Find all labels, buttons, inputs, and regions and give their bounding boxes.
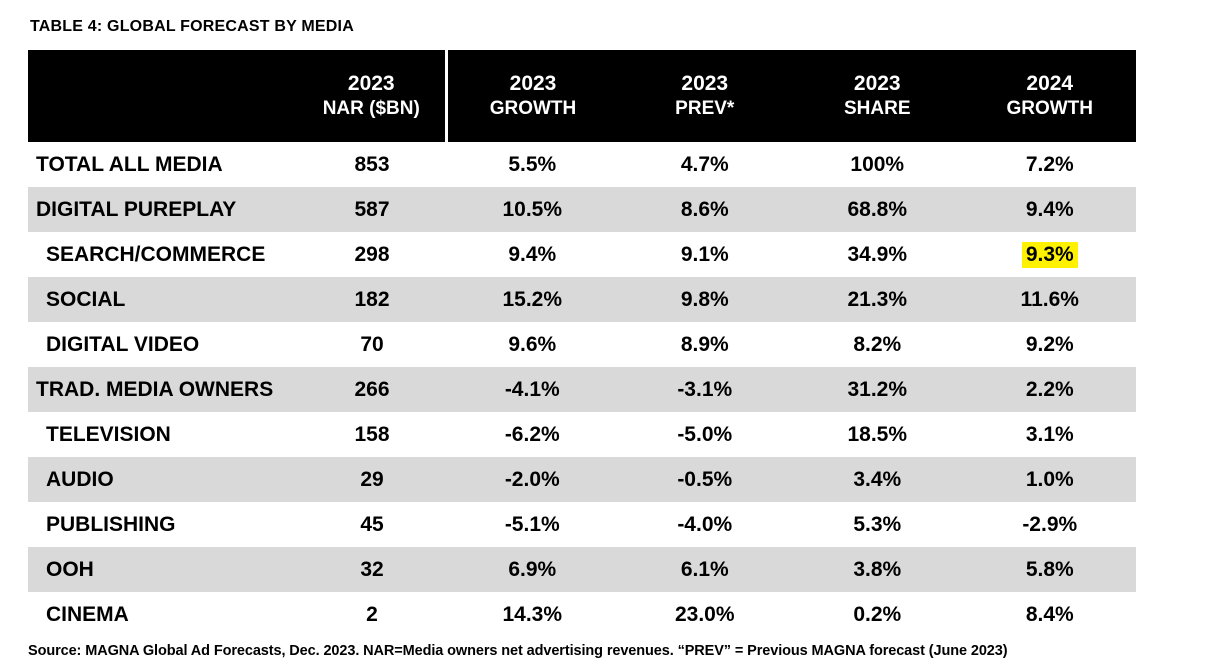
table-row [28,232,1136,277]
cell-prev-2023: 9.1% [619,232,792,277]
cell-prev-2023: 23.0% [619,592,792,637]
cell-nar: 2 [298,592,446,637]
cell-prev-2023: 8.9% [619,322,792,367]
cell-growth-2024 [964,232,1137,277]
cell-prev-2023: 9.8% [619,277,792,322]
page-title: TABLE 4: GLOBAL FORECAST BY MEDIA [30,18,354,35]
column-header-media [28,50,298,142]
row-label: TRAD. MEDIA OWNERS [28,367,298,412]
cell-growth-2024: 8.4% [964,592,1137,637]
cell-growth-2023: 9.4% [446,232,619,277]
cell-nar: 587 [298,187,446,232]
cell-growth-2024: 7.2% [964,142,1137,187]
table-row [28,322,1136,367]
cell-growth-2023: 6.9% [446,547,619,592]
column-header-prev-2023: 2023 PREV* [619,50,792,142]
cell-nar: 266 [298,367,446,412]
row-label: OOH [28,547,298,592]
column-header-growth-2024: 2024 GROWTH [964,50,1137,142]
cell-prev-2023: -5.0% [619,412,792,457]
cell-prev-2023: 6.1% [619,547,792,592]
cell-nar: 298 [298,232,446,277]
cell-share-2023: 31.2% [791,367,964,412]
cell-prev-2023: -0.5% [619,457,792,502]
column-header-share-2023: 2023 SHARE [791,50,964,142]
table-row [28,412,1136,457]
cell-prev-2023: -4.0% [619,502,792,547]
column-header-growth-2023: 2023 GROWTH [446,50,619,142]
table-row [28,592,1136,637]
header-row [28,50,1136,142]
cell-nar: 158 [298,412,446,457]
highlighted-value: 9.3% [1022,242,1078,268]
table-row [28,547,1136,592]
row-label: DIGITAL VIDEO [28,322,298,367]
cell-growth-2024: 1.0% [964,457,1137,502]
cell-nar: 45 [298,502,446,547]
cell-nar: 70 [298,322,446,367]
cell-share-2023: 3.4% [791,457,964,502]
row-label: AUDIO [28,457,298,502]
table-body [28,142,1136,637]
row-label: PUBLISHING [28,502,298,547]
cell-growth-2024: 3.1% [964,412,1137,457]
cell-share-2023: 5.3% [791,502,964,547]
cell-prev-2023: -3.1% [619,367,792,412]
source-note: Source: MAGNA Global Ad Forecasts, Dec. 2023. NAR=Media owners net advertising revenues. “PREV” = Previous MAGNA forecast (June 2023) [28,643,1008,659]
cell-growth-2024: 5.8% [964,547,1137,592]
row-label: SOCIAL [28,277,298,322]
row-label: TOTAL ALL MEDIA [28,142,298,187]
cell-growth-2023: -6.2% [446,412,619,457]
cell-share-2023: 100% [791,142,964,187]
cell-share-2023: 18.5% [791,412,964,457]
cell-growth-2023: 14.3% [446,592,619,637]
cell-growth-2024: -2.9% [964,502,1137,547]
cell-growth-2024: 9.4% [964,187,1137,232]
cell-growth-2023: 5.5% [446,142,619,187]
table-row [28,277,1136,322]
table-row [28,187,1136,232]
cell-growth-2024: 2.2% [964,367,1137,412]
cell-share-2023: 8.2% [791,322,964,367]
cell-growth-2023: -5.1% [446,502,619,547]
cell-growth-2023: 10.5% [446,187,619,232]
row-label: DIGITAL PUREPLAY [28,187,298,232]
table-header [28,50,1136,142]
cell-prev-2023: 4.7% [619,142,792,187]
table-row [28,367,1136,412]
cell-share-2023: 34.9% [791,232,964,277]
cell-growth-2023: 15.2% [446,277,619,322]
row-label: SEARCH/COMMERCE [28,232,298,277]
cell-nar: 29 [298,457,446,502]
table-row [28,457,1136,502]
table-row [28,142,1136,187]
cell-share-2023: 0.2% [791,592,964,637]
cell-growth-2024: 11.6% [964,277,1137,322]
cell-growth-2023: -4.1% [446,367,619,412]
table-row [28,502,1136,547]
row-label: CINEMA [28,592,298,637]
cell-growth-2024: 9.2% [964,322,1137,367]
cell-nar: 853 [298,142,446,187]
global-forecast-table [28,50,1136,637]
cell-share-2023: 21.3% [791,277,964,322]
column-header-nar-2023: 2023 NAR ($BN) [298,50,446,142]
row-label: TELEVISION [28,412,298,457]
cell-growth-2023: 9.6% [446,322,619,367]
cell-nar: 182 [298,277,446,322]
cell-nar: 32 [298,547,446,592]
cell-growth-2023: -2.0% [446,457,619,502]
cell-prev-2023: 8.6% [619,187,792,232]
cell-share-2023: 3.8% [791,547,964,592]
cell-share-2023: 68.8% [791,187,964,232]
